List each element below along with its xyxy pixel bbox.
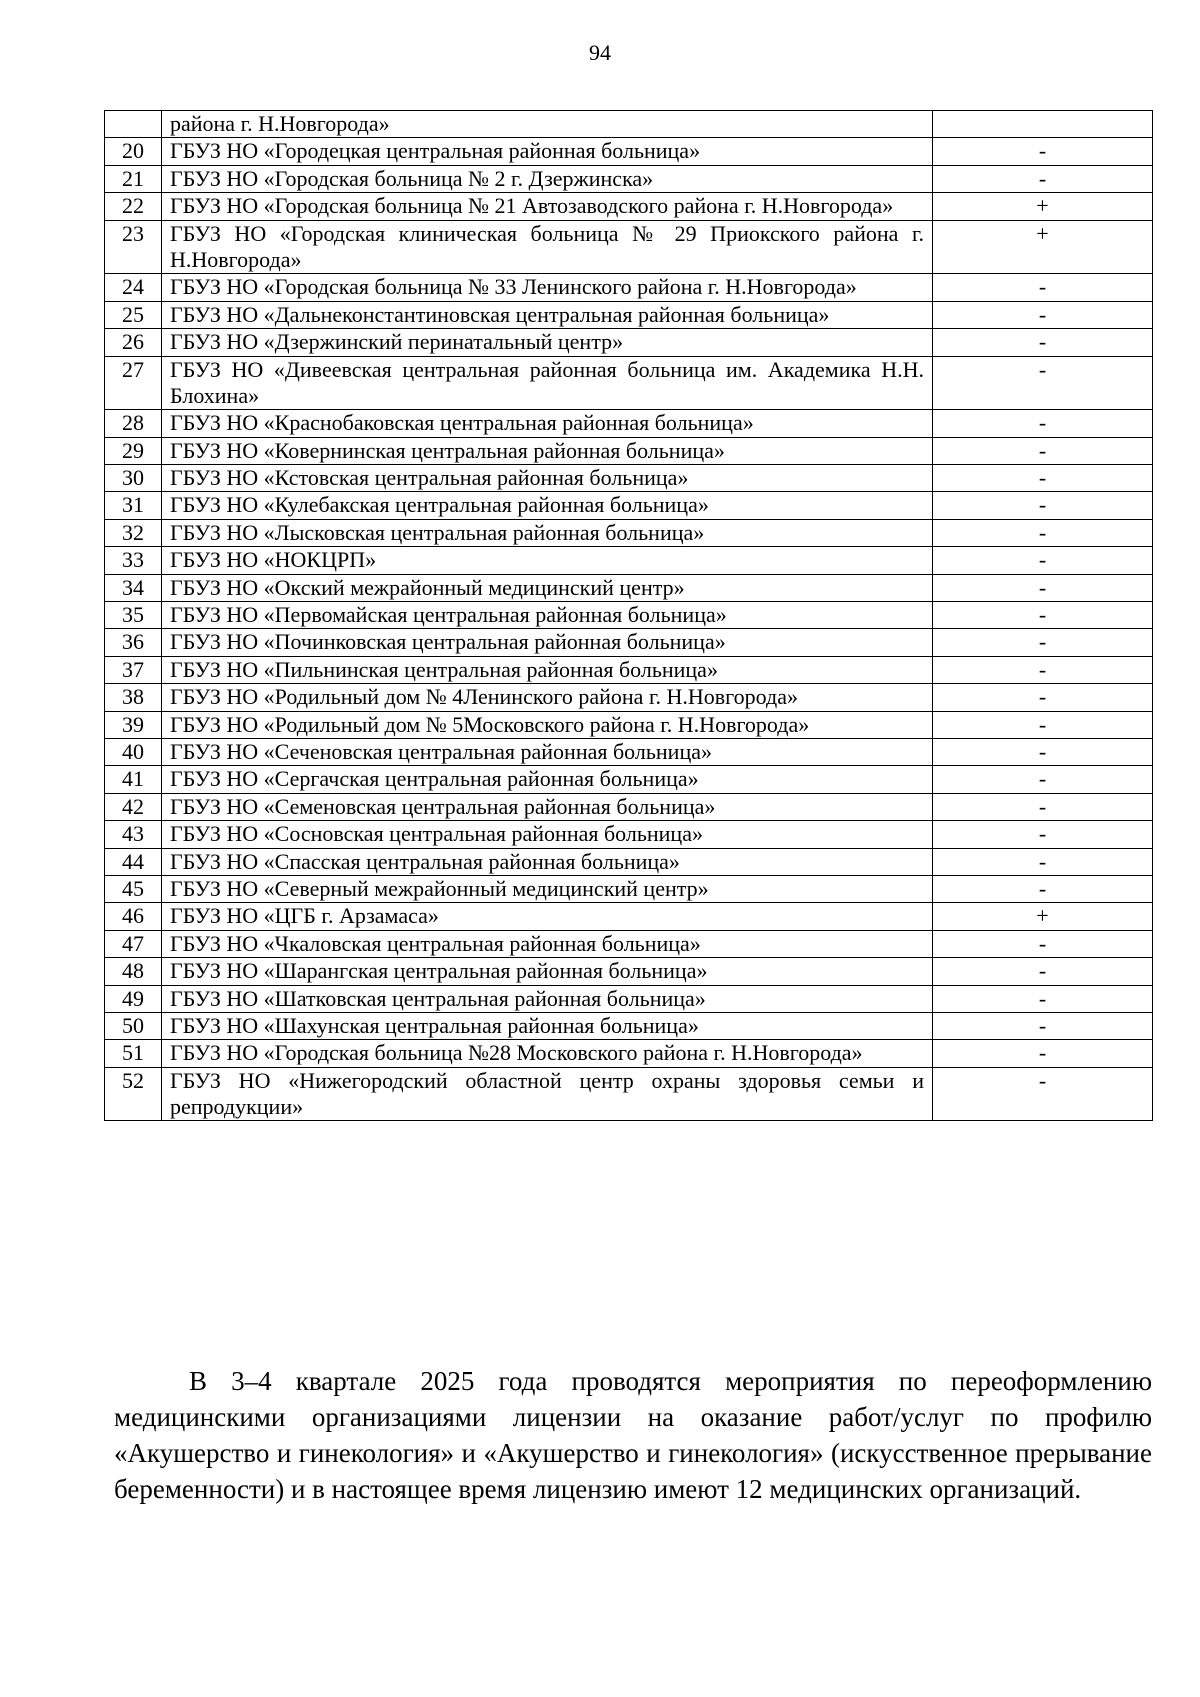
- organization-name: ГБУЗ НО «Городская больница № 2 г. Дзержинска»: [162, 165, 933, 192]
- row-number: 51: [105, 1040, 162, 1067]
- row-number: 20: [105, 138, 162, 165]
- license-mark: -: [933, 629, 1153, 656]
- row-number: 50: [105, 1012, 162, 1039]
- table-row: [105, 329, 1153, 356]
- row-number: 40: [105, 738, 162, 765]
- organization-name: ГБУЗ НО «Шатковская центральная районная больница»: [162, 985, 933, 1012]
- row-number: 33: [105, 547, 162, 574]
- row-number: 47: [105, 930, 162, 957]
- license-mark: -: [933, 274, 1153, 301]
- organization-name: ГБУЗ НО «Сергачская центральная районная больница»: [162, 766, 933, 793]
- table-row: [105, 875, 1153, 902]
- row-number: 23: [105, 220, 162, 274]
- table-row: [105, 274, 1153, 301]
- license-mark: -: [933, 602, 1153, 629]
- organization-name: ГБУЗ НО «Городская больница № 21 Автозаводского района г. Н.Новгорода»: [162, 193, 933, 220]
- license-mark: -: [933, 301, 1153, 328]
- table-row: [105, 138, 1153, 165]
- table-row: [105, 1040, 1153, 1067]
- organization-name: ГБУЗ НО «Сеченовская центральная районная больница»: [162, 738, 933, 765]
- table-row: [105, 602, 1153, 629]
- organization-name: ГБУЗ НО «Шарангская центральная районная больница»: [162, 958, 933, 985]
- table-row: [105, 903, 1153, 930]
- row-number: 48: [105, 958, 162, 985]
- row-number: 28: [105, 410, 162, 437]
- organization-name: ГБУЗ НО «Городская больница №28 Московского района г. Н.Новгорода»: [162, 1040, 933, 1067]
- license-mark: -: [933, 656, 1153, 683]
- table-row: [105, 656, 1153, 683]
- organization-name: ГБУЗ НО «Дивеевская центральная районная больница им. Академика Н.Н. Блохина»: [162, 356, 933, 410]
- license-mark: -: [933, 821, 1153, 848]
- table-row: [105, 301, 1153, 328]
- organization-name: ГБУЗ НО «Кулебакская центральная районная больница»: [162, 492, 933, 519]
- row-number: [105, 111, 162, 138]
- license-mark: -: [933, 711, 1153, 738]
- license-mark: -: [933, 437, 1153, 464]
- organization-name: ГБУЗ НО «Дальнеконстантиновская центральная районная больница»: [162, 301, 933, 328]
- table-row: [105, 985, 1153, 1012]
- license-mark: +: [933, 193, 1153, 220]
- row-number: 35: [105, 602, 162, 629]
- organization-name: района г. Н.Новгорода»: [162, 111, 933, 138]
- table-row: [105, 356, 1153, 410]
- row-number: 29: [105, 437, 162, 464]
- table-row: [105, 437, 1153, 464]
- row-number: 30: [105, 465, 162, 492]
- row-number: 36: [105, 629, 162, 656]
- row-number: 26: [105, 329, 162, 356]
- license-mark: -: [933, 138, 1153, 165]
- table-row: [105, 793, 1153, 820]
- row-number: 37: [105, 656, 162, 683]
- organization-name: ГБУЗ НО «Сосновская центральная районная больница»: [162, 821, 933, 848]
- page-number: 94: [589, 40, 611, 65]
- organization-name: ГБУЗ НО «Городецкая центральная районная больница»: [162, 138, 933, 165]
- table-row: [105, 958, 1153, 985]
- license-mark: -: [933, 410, 1153, 437]
- organization-name: ГБУЗ НО «Чкаловская центральная районная больница»: [162, 930, 933, 957]
- organization-name: ГБУЗ НО «Городская клиническая больница № 29 Приокского района г. Н.Новгорода»: [162, 220, 933, 274]
- license-mark: -: [933, 329, 1153, 356]
- row-number: 39: [105, 711, 162, 738]
- table-row: [105, 629, 1153, 656]
- row-number: 45: [105, 875, 162, 902]
- table-row: [105, 410, 1153, 437]
- row-number: 34: [105, 574, 162, 601]
- row-number: 24: [105, 274, 162, 301]
- row-number: 21: [105, 165, 162, 192]
- row-number: 41: [105, 766, 162, 793]
- row-number: 43: [105, 821, 162, 848]
- row-number: 31: [105, 492, 162, 519]
- license-mark: -: [933, 547, 1153, 574]
- license-mark: -: [933, 848, 1153, 875]
- table-row: [105, 220, 1153, 274]
- license-mark: -: [933, 1067, 1153, 1121]
- license-paragraph: В 3–4 квартале 2025 года проводятся мероприятия по переоформлению медицинскими организациями лицензии на оказание работ/услуг по профилю «Акушерство и гинекология» и «Акушерство и гинекология» (искусственное прерывание беременности) и в настоящее время лицензию имеют 12 медицинских организаций.: [114, 1366, 1152, 1504]
- table-row: [105, 465, 1153, 492]
- license-mark: -: [933, 766, 1153, 793]
- row-number: 22: [105, 193, 162, 220]
- license-mark: -: [933, 1040, 1153, 1067]
- license-mark: -: [933, 356, 1153, 410]
- table-row: [105, 111, 1153, 138]
- organization-name: ГБУЗ НО «Спасская центральная районная больница»: [162, 848, 933, 875]
- table-row: [105, 1012, 1153, 1039]
- organization-name: ГБУЗ НО «Городская больница № 33 Ленинского района г. Н.Новгорода»: [162, 274, 933, 301]
- license-mark: -: [933, 684, 1153, 711]
- license-mark: -: [933, 574, 1153, 601]
- organizations-table: [104, 110, 1153, 1121]
- license-mark: [933, 111, 1153, 138]
- license-mark: -: [933, 793, 1153, 820]
- row-number: 32: [105, 519, 162, 546]
- organization-name: ГБУЗ НО «Родильный дом № 4Ленинского района г. Н.Новгорода»: [162, 684, 933, 711]
- license-mark: -: [933, 492, 1153, 519]
- organization-name: ГБУЗ НО «Родильный дом № 5Московского района г. Н.Новгорода»: [162, 711, 933, 738]
- table-body: [105, 111, 1153, 1121]
- license-mark: -: [933, 930, 1153, 957]
- organization-name: ГБУЗ НО «Краснобаковская центральная районная больница»: [162, 410, 933, 437]
- license-mark: -: [933, 165, 1153, 192]
- row-number: 27: [105, 356, 162, 410]
- license-mark: -: [933, 519, 1153, 546]
- license-mark: -: [933, 958, 1153, 985]
- row-number: 44: [105, 848, 162, 875]
- organization-name: ГБУЗ НО «НОКЦРП»: [162, 547, 933, 574]
- table-row: [105, 711, 1153, 738]
- license-mark: -: [933, 1012, 1153, 1039]
- organization-name: ГБУЗ НО «Лысковская центральная районная больница»: [162, 519, 933, 546]
- row-number: 46: [105, 903, 162, 930]
- license-mark: +: [933, 903, 1153, 930]
- row-number: 42: [105, 793, 162, 820]
- organization-name: ГБУЗ НО «Кстовская центральная районная больница»: [162, 465, 933, 492]
- table-row: [105, 547, 1153, 574]
- organization-name: ГБУЗ НО «Дзержинский перинатальный центр»: [162, 329, 933, 356]
- table-row: [105, 574, 1153, 601]
- table-row: [105, 930, 1153, 957]
- organization-name: ГБУЗ НО «Семеновская центральная районная больница»: [162, 793, 933, 820]
- row-number: 38: [105, 684, 162, 711]
- organization-name: ГБУЗ НО «Нижегородский областной центр охраны здоровья семьи и репродукции»: [162, 1067, 933, 1121]
- table-row: [105, 684, 1153, 711]
- organization-name: ГБУЗ НО «ЦГБ г. Арзамаса»: [162, 903, 933, 930]
- organization-name: ГБУЗ НО «Северный межрайонный медицинский центр»: [162, 875, 933, 902]
- organization-name: ГБУЗ НО «Окский межрайонный медицинский центр»: [162, 574, 933, 601]
- table-row: [105, 519, 1153, 546]
- license-mark: -: [933, 875, 1153, 902]
- row-number: 25: [105, 301, 162, 328]
- table-row: [105, 766, 1153, 793]
- license-mark: -: [933, 985, 1153, 1012]
- row-number: 49: [105, 985, 162, 1012]
- table-row: [105, 492, 1153, 519]
- table-row: [105, 165, 1153, 192]
- table-row: [105, 1067, 1153, 1121]
- organization-name: ГБУЗ НО «Починковская центральная районная больница»: [162, 629, 933, 656]
- organization-name: ГБУЗ НО «Ковернинская центральная районная больница»: [162, 437, 933, 464]
- organization-name: ГБУЗ НО «Шахунская центральная районная больница»: [162, 1012, 933, 1039]
- table-row: [105, 848, 1153, 875]
- license-mark: -: [933, 465, 1153, 492]
- table-row: [105, 193, 1153, 220]
- license-mark: -: [933, 738, 1153, 765]
- organization-name: ГБУЗ НО «Пильнинская центральная районная больница»: [162, 656, 933, 683]
- table-row: [105, 738, 1153, 765]
- table-row: [105, 821, 1153, 848]
- organization-name: ГБУЗ НО «Первомайская центральная районная больница»: [162, 602, 933, 629]
- license-mark: +: [933, 220, 1153, 274]
- row-number: 52: [105, 1067, 162, 1121]
